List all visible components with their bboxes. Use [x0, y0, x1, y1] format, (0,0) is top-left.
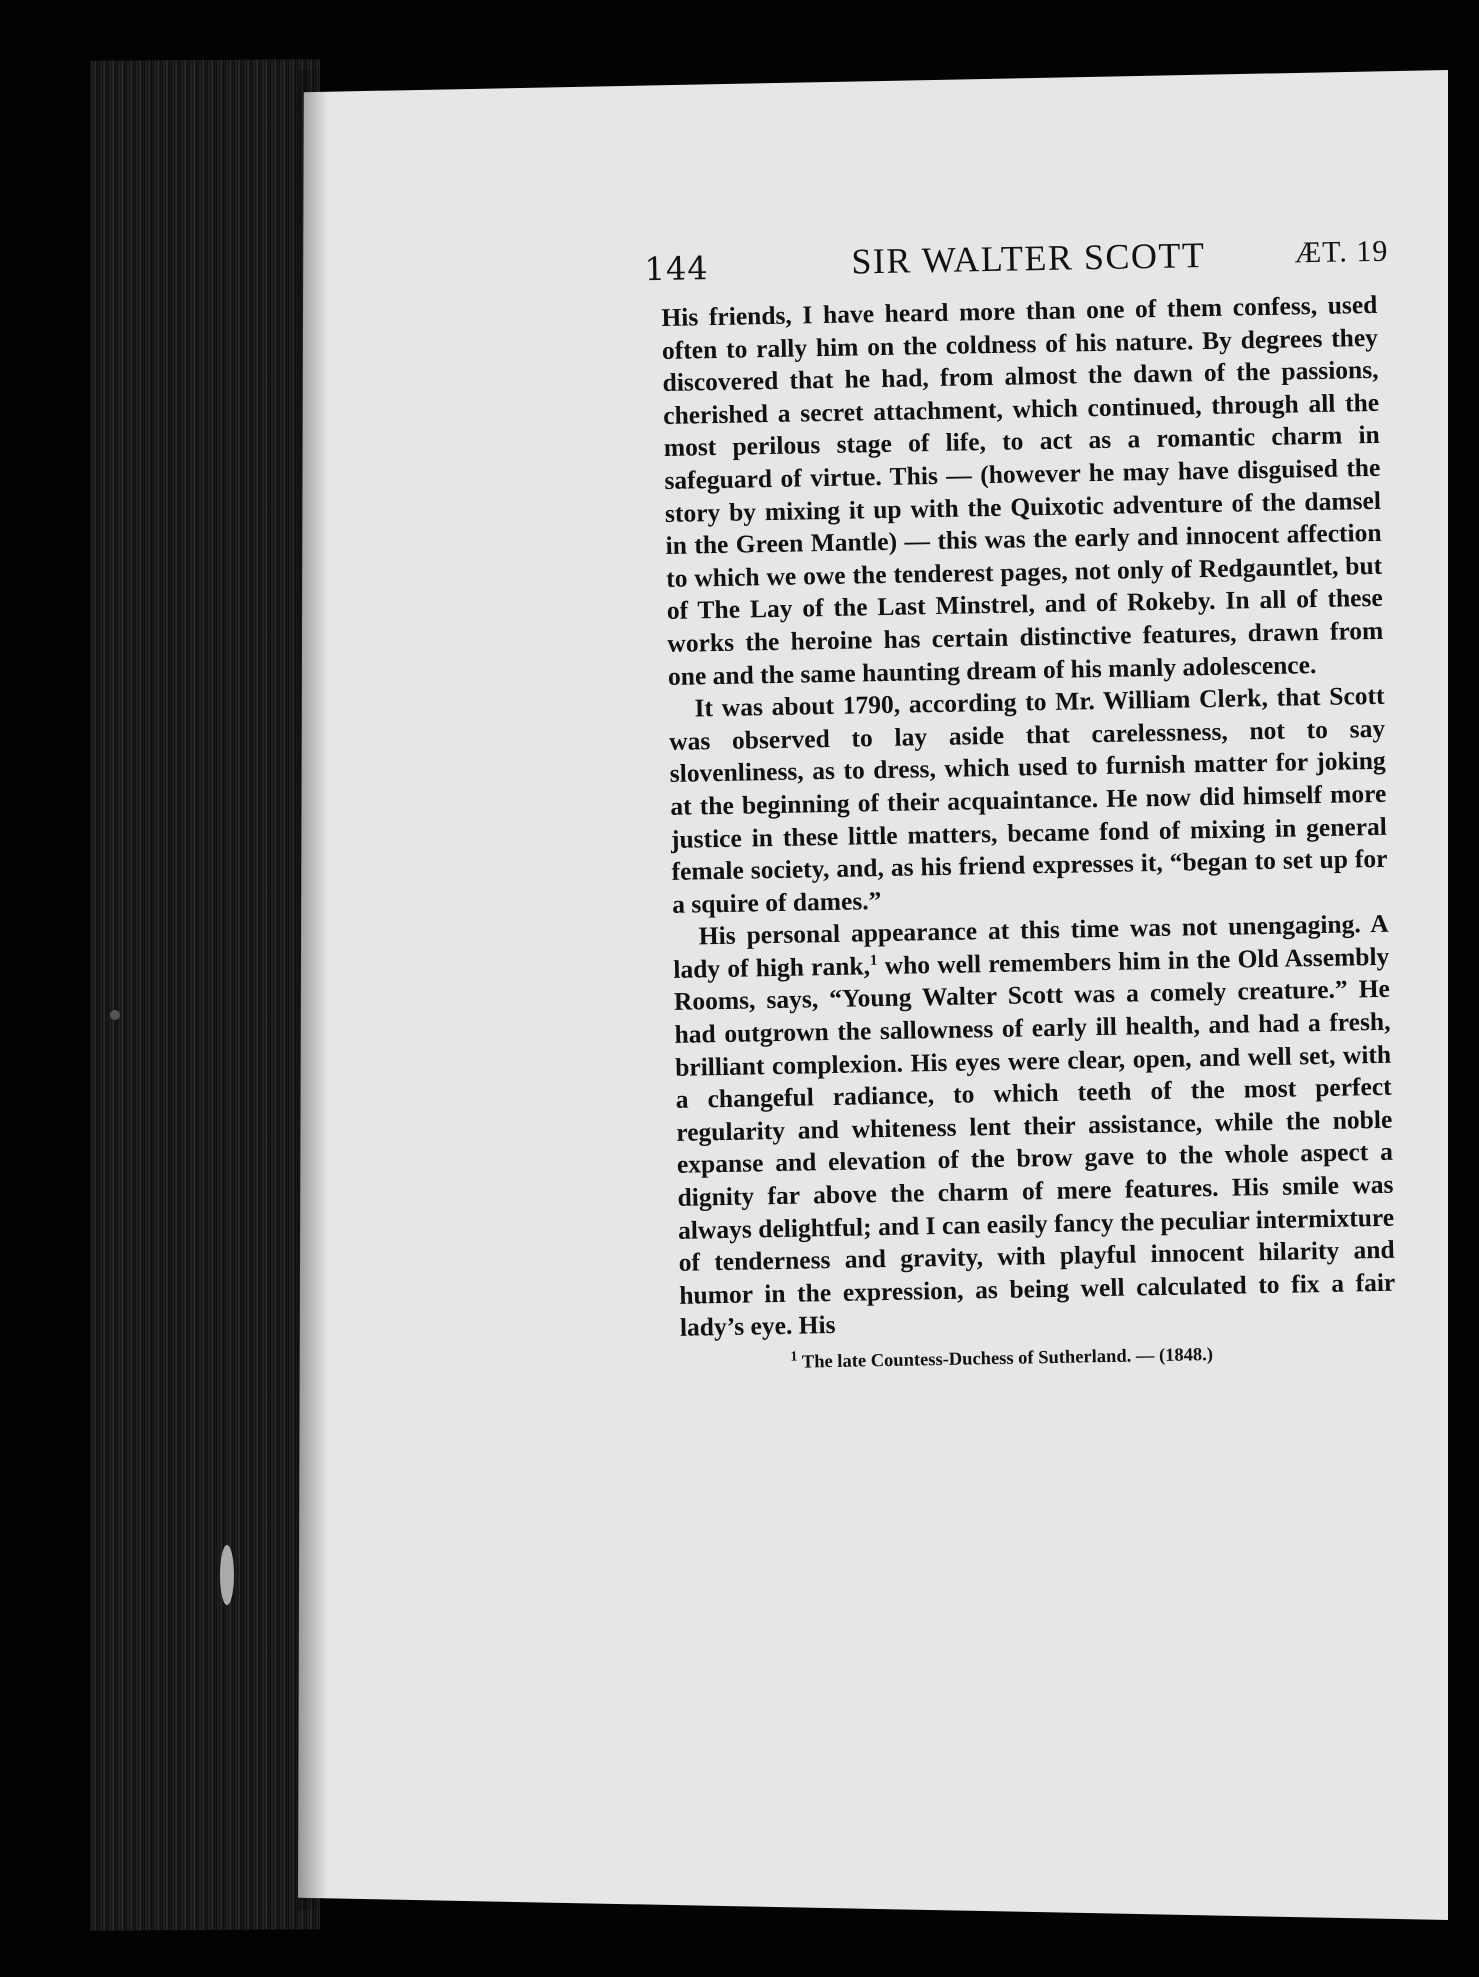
- age-marker: ÆT. 19: [1294, 234, 1389, 270]
- paragraph-3: [672, 908, 1396, 1345]
- book-fore-edge: [90, 59, 320, 1931]
- page-gutter-shadow: [298, 70, 328, 1910]
- scan-speck: [110, 1010, 120, 1020]
- running-title: SIR WALTER SCOTT: [851, 235, 1206, 282]
- paragraph-3-text-b: who well remembers him in the Old Assembly Rooms, says, “Young Walter Scott was a comely creature.” He had outgrown the sallowness of early ill health, and had a fresh, brilliant complexion. His eyes were clear, open, and well set, with a changeful radiance, to which teeth of the most perfect regularity and whiteness lent their assistance, while the noble expanse and elevation of the brow gave to the whole aspect a dignity far above the charm of mere features. His smile was always delightful; and I can easily fancy the peculiar intermixture of tenderness and gravity, with playful innocent hilarity and humor in the expression, as being well calculated to fix a fair lady’s eye. His: [673, 941, 1396, 1343]
- page-number: 144: [644, 249, 709, 289]
- paragraph-2: It was about 1790, according to Mr. William Clerk, that Scott was observed to lay aside that carelessness, not to say slovenliness, as to dress, which used to furnish matter for joking at the beginning of their acquaintance. He now did himself more justice in these little matters, became fond of mixing in general female society, and, as his friend expresses it, “began to set up for a squire of dames.”: [668, 680, 1388, 919]
- paragraph-1: His friends, I have heard more than one of them confess, used often to rally him on the coldness of his nature. By degrees they discovered that he had, from almost the dawn of the passions, cherished a secret attachment, which continued, through all the most perilous stage of life, to act as a romantic charm in safeguard of virtue. This — (however he may have disguised the story by mixing it up with the Quixotic adventure of the damsel in the Green Mantle) — this was the early and innocent affection to which we owe the tenderest pages, not only of Redgauntlet, but of The Lay of the Last Minstrel, and of Rokeby. In all of these works the heroine has certain distinctive features, drawn from one and the same haunting dream of his manly adolescence.: [661, 289, 1384, 691]
- footnote-reference: 1: [869, 952, 878, 969]
- scan-blot: [220, 1545, 234, 1605]
- page-text-block: [644, 227, 1397, 1377]
- footnote-text: The late Countess-Duchess of Sutherland. — (1848.): [797, 1345, 1214, 1373]
- paragraph-3-text-a: His personal appearance at this time was not unengaging. A lady of high rank,: [673, 909, 1389, 984]
- footnote-mark: 1: [790, 1349, 798, 1365]
